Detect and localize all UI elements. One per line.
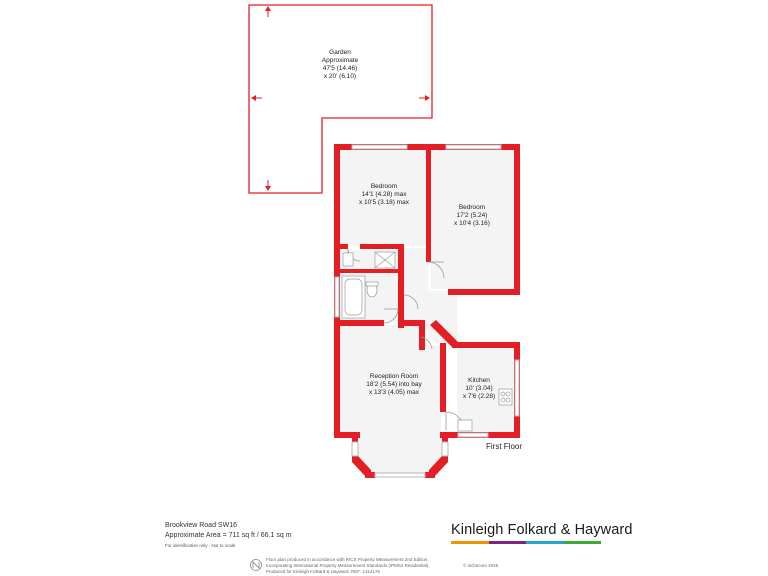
kitchen-dim-2: x 7'6 (2.28) (462, 393, 496, 400)
reception-room-dim-2: x 13'3 (4.05) max (368, 389, 420, 396)
identification-note: For identification only - Not to scale (165, 543, 236, 548)
footer-line-3: Produced for Kinleigh Folkard & Hayward. REF: 1314176 (266, 569, 381, 574)
property-address: Brookview Road SW16 (165, 522, 237, 529)
bedroom-2-dim-2: x 10'4 (3.16) (454, 220, 490, 227)
property-area: Approximate Area = 711 sq ft / 66.1 sq m (165, 532, 292, 539)
brand-logo (451, 522, 633, 544)
bedroom-2-floor (431, 149, 513, 289)
reception-room-title: Reception Room (369, 373, 419, 380)
bedroom-1-dim-2: x 10'5 (3.18) max (358, 199, 410, 206)
floor-label: First Floor (486, 442, 522, 451)
bedroom-1-dim-1: 14'1 (4.28) max (361, 191, 407, 198)
brand-name: Kinleigh Folkard & Hayward (451, 522, 633, 538)
sink (458, 420, 472, 431)
footer-line-1: Floor plan produced in accordance with RICS Property Measurement 2nd Edition, (266, 557, 429, 562)
reception-room-dim-1: 18'2 (5.54) into bay (366, 381, 422, 388)
footer-line-2: Incorporating International Property Measurement Standards (IPMS2 Residential). (266, 563, 430, 568)
bedroom-2-title: Bedroom (458, 204, 486, 211)
kitchen-title: Kitchen (468, 377, 490, 384)
brand-bar-segment (489, 541, 527, 544)
property-info (165, 521, 292, 551)
footer-notes (266, 557, 430, 575)
hob (499, 389, 512, 405)
brand-color-bar (451, 541, 601, 544)
footer-credit: © nichecom 2025. (463, 563, 500, 568)
garden-title: Garden (329, 49, 351, 56)
garden-dim-1: 47'5 (14.46) (322, 65, 358, 72)
kitchen-dim-1: 10' (3.04) (465, 385, 493, 392)
garden-approx: Approximate (321, 57, 359, 64)
brand-bar-segment (564, 541, 602, 544)
nichecom-logo-icon (250, 558, 262, 572)
bedroom-2-dim-1: 17'2 (5.24) (456, 212, 488, 219)
brand-bar-segment (451, 541, 489, 544)
brand-bar-segment (526, 541, 564, 544)
garden-dim-2: x 20' (6.10) (323, 73, 357, 80)
basin (343, 253, 353, 266)
bedroom-1-title: Bedroom (370, 183, 398, 190)
